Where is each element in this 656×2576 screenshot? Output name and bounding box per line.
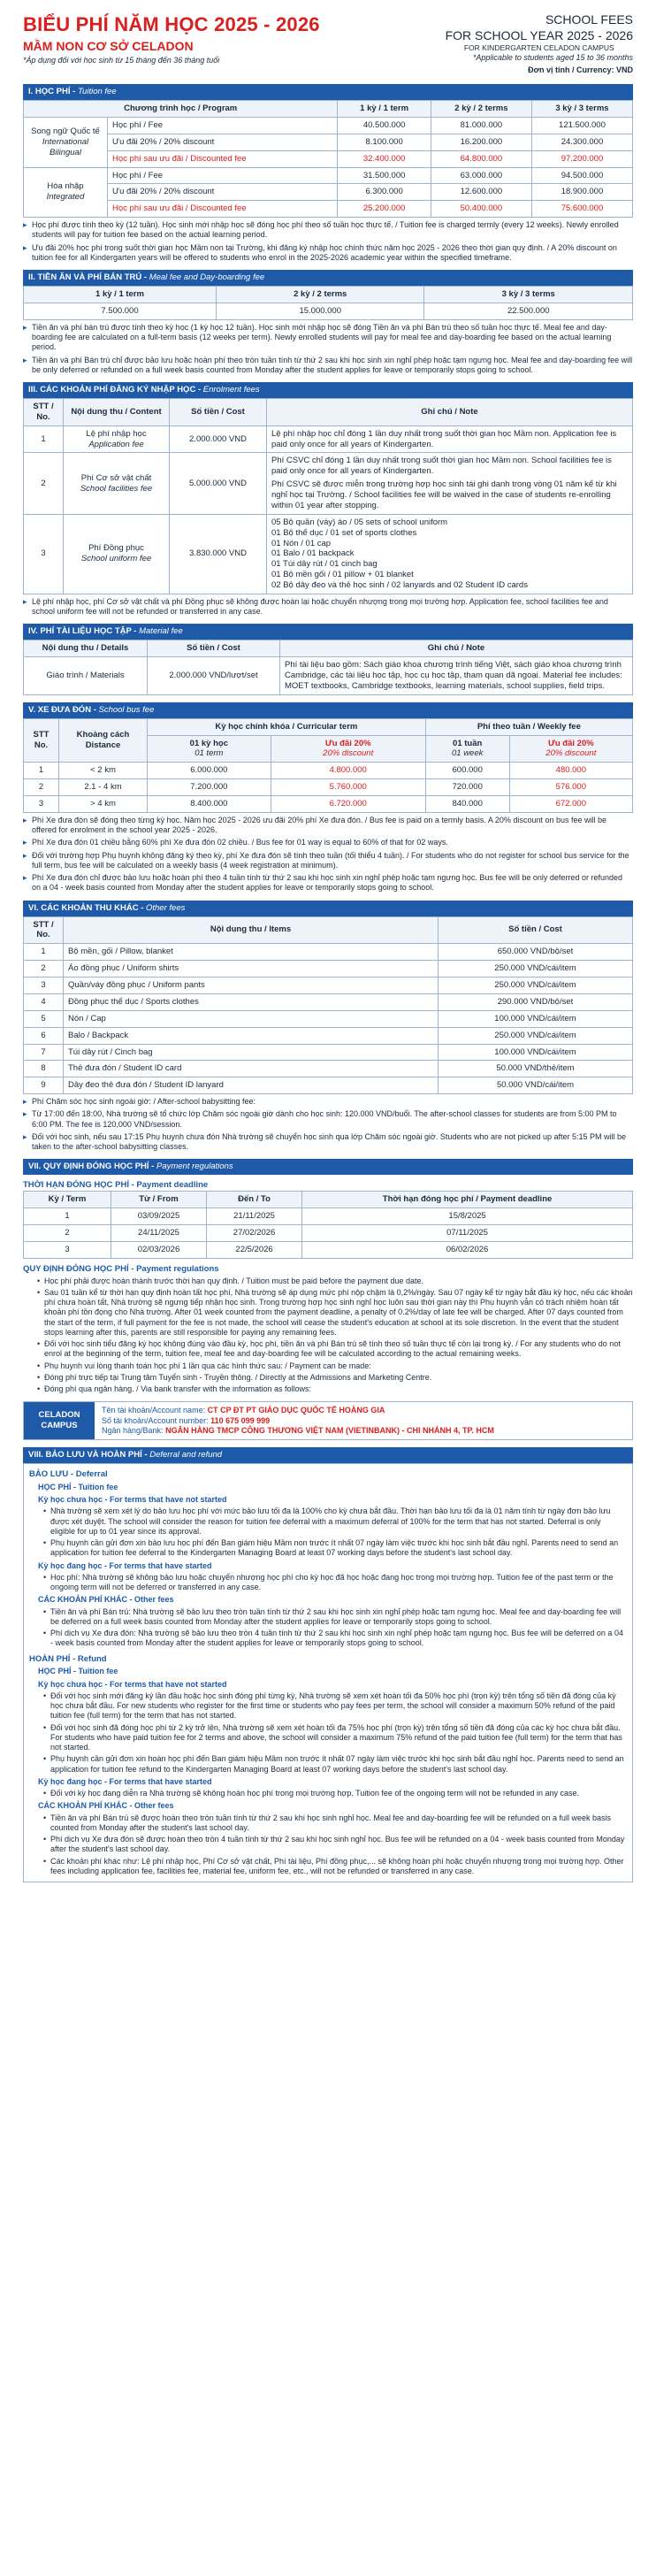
th: Khoảng cách Distance bbox=[59, 718, 148, 763]
cell bbox=[64, 453, 170, 514]
cell: 6 bbox=[24, 1027, 64, 1044]
th-text: 01 tuần bbox=[453, 738, 483, 748]
section-title-en: School bus fee bbox=[98, 704, 155, 715]
row-label: Học phí / Fee bbox=[108, 117, 338, 134]
section-title: III. CÁC KHOẢN PHÍ ĐĂNG KÝ NHẬP HỌC - bbox=[28, 385, 203, 395]
cell: 5.000.000 VND bbox=[170, 453, 267, 514]
row-label: Học phí / Fee bbox=[108, 167, 338, 184]
note: ▸ Lệ phí nhập học, phí Cơ sở vật chất và phí Đồng phục sẽ không được hoàn lại hoặc chuyển nhượng trong mọi trường hợp. Application fee, school facilities fee and school uniform fee will not be refunded or transferred in any case. bbox=[23, 597, 633, 617]
section-material-header bbox=[23, 624, 633, 640]
note-line: Lệ phí nhập học chỉ đóng 1 lần duy nhất trong suốt thời gian học Mầm non. Application fee is paid only once for all years of Kindergarten. bbox=[271, 428, 617, 449]
cell: 12.600.000 bbox=[431, 184, 531, 201]
account-name: CT CP ĐT PT GIÁO DỤC QUỐC TẾ HOÀNG GIA bbox=[207, 1406, 385, 1415]
cell: 50.400.000 bbox=[431, 201, 531, 218]
regulation-item: • Sau 01 tuần kể từ thời hạn quy định hoàn tất học phí, Nhà trường sẽ áp dụng mức phí nộp chậm là 0,2%/ngày. Sau 07 ngày kể từ ngày bắt đầu kỳ học, nếu các khoản phí chưa hoàn tất, Nhà trường sẽ ngưng tiếp nhận học sinh. Trong trường hợp học sinh nghỉ học luôn sau thời gian này thì Phụ huynh vẫn có trách nhiệm hoàn tất khoản phí tồn đọng cho Nhà trường. After 01 week counted from the payment deadline, a penalty of 0.2%/day of late fee will be charged. After 07 days counted from the start of the term, if full payment for the fee is not made, the school will cease the student's education at school at its sole discretion. In the event that the student stops learning after this, parents are still responsible for paying any remaining fees. bbox=[37, 1288, 633, 1338]
header-right bbox=[446, 12, 633, 75]
cell: 1 bbox=[24, 426, 64, 453]
program-name: Hòa nhập bbox=[47, 181, 84, 192]
subheading: Kỳ học chưa học - For terms that have not started bbox=[38, 1679, 227, 1689]
program-name-en: International Bilingual bbox=[42, 136, 89, 157]
note: ▸ Từ 17:00 đến 18:00, Nhà trường sẽ tổ chức lớp Chăm sóc ngoài giờ dành cho học sinh: 120.000 VND/buổi. The after-school classes for students are from 5:00 PM to 6:00 PM. The fee is 120,000 VND/session. bbox=[23, 1109, 633, 1130]
subheading: Kỳ học đang học - For terms that have started bbox=[38, 1776, 212, 1786]
regulation-item: • Học phí phải được hoàn thành trước thời hạn quy định. / Tuition must be paid before the payment due date. bbox=[37, 1276, 633, 1286]
cell: 6.000.000 bbox=[148, 763, 271, 779]
cell: 2 bbox=[24, 1224, 111, 1241]
cell: 3 bbox=[24, 978, 64, 994]
policy-item: • Phí dịch vụ Xe đưa đón sẽ được hoàn theo tròn 4 tuần tính từ thứ 2 sau khi học sinh nghỉ học. Bus fee will be refunded on a 04 - week basis counted from Monday after the student's last school day. bbox=[43, 1835, 627, 1855]
th: Kỳ học chính khóa / Curricular term bbox=[148, 718, 426, 735]
cell: 3.830.000 VND bbox=[170, 514, 267, 594]
page-title: BIỂU PHÍ NĂM HỌC 2025 - 2026 bbox=[23, 13, 320, 35]
note-line: Phí CSVC sẽ được miễn trong trường hợp học sinh tái ghi danh trong vòng 01 năm kể từ khi nghỉ học tại Trường. / School facilities fee will be waived in the case of students re-enrolling within 01 year after stopping. bbox=[271, 479, 617, 510]
section-title-en: Meal fee and Day-boarding fee bbox=[149, 272, 265, 283]
regulation-item: • Đóng phí trực tiếp tại Trung tâm Tuyển sinh - Truyền thông. / Directly at the Admissions and Marketing Centre. bbox=[37, 1373, 633, 1383]
note-line: 01 Bộ thể dục / 01 set of sports clothes bbox=[271, 527, 417, 538]
policy-item: • Tiền ăn và phí Bán trú sẽ được hoàn theo tròn tuần tính từ thứ 2 sau khi học sinh nghỉ học. Meal fee and day-boarding fee will be refunded on a full week basis counted from Monday after the student's last school day. bbox=[43, 1813, 627, 1834]
bank-line-label: Ngân hàng/Bank: bbox=[102, 1425, 164, 1435]
policy-item: • Đối với kỳ học đang diễn ra Nhà trường sẽ không hoàn học phí trong mọi trường hợp. Tuition fee of the ongoing term will not be refunded in any case. bbox=[43, 1789, 627, 1798]
cell: 7 bbox=[24, 1044, 64, 1061]
section-title: I. HỌC PHÍ - bbox=[28, 87, 78, 97]
deadline-subtitle: THỜI HẠN ĐÓNG HỌC PHÍ - Payment deadline bbox=[23, 1180, 209, 1191]
header-left bbox=[23, 12, 320, 65]
th: Đến / To bbox=[207, 1192, 302, 1208]
cell: 5 bbox=[24, 1010, 64, 1027]
cell: 8.400.000 bbox=[148, 796, 271, 813]
meal-table bbox=[23, 286, 633, 320]
th: Số tiền / Cost bbox=[439, 916, 633, 944]
cell: 25.200.000 bbox=[338, 201, 431, 218]
th: Số tiền / Cost bbox=[148, 640, 280, 657]
currency-label: Đơn vị tính / Currency: VND bbox=[528, 65, 633, 74]
cell: 8 bbox=[24, 1061, 64, 1077]
note-cell bbox=[267, 453, 633, 514]
deferral-refund-box bbox=[23, 1463, 633, 1882]
th: STT / No. bbox=[24, 398, 64, 426]
cell: Giáo trình / Materials bbox=[24, 657, 148, 695]
cell: 600.000 bbox=[425, 763, 509, 779]
note-cell bbox=[267, 514, 633, 594]
program-name-en: Integrated bbox=[46, 192, 85, 203]
cell: 100.000 VND/cái/item bbox=[439, 1010, 633, 1027]
program-cell bbox=[24, 167, 108, 218]
other-fees-table bbox=[23, 916, 633, 1095]
cell: 7.500.000 bbox=[24, 303, 217, 319]
regulation-item: • Phụ huynh vui lòng thanh toán học phí 1 lần qua các hình thức sau: / Payment can be made: bbox=[37, 1361, 633, 1371]
th-text-en: 01 term bbox=[195, 748, 224, 759]
th-text: Ưu đãi 20% bbox=[324, 738, 371, 748]
cell: 97.200.000 bbox=[531, 150, 632, 167]
cell: 290.000 VND/bộ/set bbox=[439, 993, 633, 1010]
cell: 94.500.000 bbox=[531, 167, 632, 184]
th: Ghi chú / Note bbox=[280, 640, 633, 657]
th: Nội dung thu / Details bbox=[24, 640, 148, 657]
th bbox=[271, 735, 425, 763]
section-title: II. TIỀN ĂN VÀ PHÍ BÁN TRÚ - bbox=[28, 272, 149, 283]
cell: 480.000 bbox=[509, 763, 632, 779]
th: STT No. bbox=[24, 718, 59, 763]
program-name: Song ngữ Quốc tế bbox=[31, 126, 100, 136]
section-title: IV. PHÍ TÀI LIỆU HỌC TẬP - bbox=[28, 626, 140, 637]
th-term2: 2 kỳ / 2 terms bbox=[431, 101, 531, 118]
section-title-en: Deferral and refund bbox=[149, 1450, 223, 1460]
regulation-item: • Đối với học sinh tiểu đăng ký học không đúng vào đầu kỳ, học phí, tiền ăn và phí Bán trú sẽ tính theo số tuần thực tế còn lại trong kỳ. / For any students who do not enrol at the beginning of the term, tuition fee, meal fee and day-boarding fee will be calculated according to the actual remaining weeks. bbox=[37, 1339, 633, 1360]
bank-name: NGÂN HÀNG TMCP CÔNG THƯƠNG VIỆT NAM (VIETINBANK) - CHI NHÁNH 4, TP. HCM bbox=[165, 1425, 494, 1435]
cell: > 4 km bbox=[59, 796, 148, 813]
bank-line bbox=[102, 1426, 494, 1436]
note-cell bbox=[267, 426, 633, 453]
section-title-en: Material fee bbox=[139, 626, 183, 637]
row-label: Học phí sau ưu đãi / Discounted fee bbox=[108, 201, 338, 218]
cell: 02/03/2026 bbox=[111, 1241, 206, 1258]
policy-item: • Đối với học sinh đã đóng học phí từ 2 kỳ trở lên, Nhà trường sẽ xem xét hoàn tối đa 75% học phí (trọn kỳ) trên tổng số tiền đã đóng của các kỳ học chưa bắt đầu. For students who have paid tuition fee for 2 terms and above, the school will consider a maximum 75% refund of the paid tuition fee (full term) for the term that has not started. bbox=[43, 1723, 627, 1753]
cell: Bộ mền, gối / Pillow, blanket bbox=[64, 944, 439, 961]
program-cell bbox=[24, 117, 108, 167]
en-campus: FOR KINDERGARTEN CELADON CAMPUS bbox=[463, 43, 614, 52]
policy-item: • Phụ huynh cần gửi đơn xin hoàn học phí đến Ban giám hiệu Mầm non trước ít nhất 07 ngày làm việc trước khi học sinh bắt đầu nghỉ học. Parents need to send an application for tuition fee refund to the Kindergarten Managing Board at least 07 working days before the student's last school day. bbox=[43, 1754, 627, 1775]
th: STT / No. bbox=[24, 916, 64, 944]
cell: 2.000.000 VND bbox=[170, 426, 267, 453]
th: Từ / From bbox=[111, 1192, 206, 1208]
cell: 650.000 VND/bộ/set bbox=[439, 944, 633, 961]
deferral-title: BẢO LƯU - Deferral bbox=[29, 1468, 108, 1479]
material-table bbox=[23, 640, 633, 695]
bank-line bbox=[102, 1416, 494, 1426]
section-title: VI. CÁC KHOẢN THU KHÁC - bbox=[28, 902, 146, 913]
en-title: SCHOOL FEES bbox=[545, 12, 633, 27]
applicable-note: *Áp dụng đối với học sinh từ 15 tháng đến 36 tháng tuổi bbox=[23, 56, 220, 65]
content-en: School facilities fee bbox=[80, 483, 153, 494]
th: 2 kỳ / 2 terms bbox=[216, 287, 424, 303]
cell: Đồng phục thể dục / Sports clothes bbox=[64, 993, 439, 1010]
subheading: Kỳ học đang học - For terms that have started bbox=[38, 1560, 212, 1570]
cell: 121.500.000 bbox=[531, 117, 632, 134]
section-title-en: Payment regulations bbox=[156, 1162, 233, 1172]
note: ▸ Đối với học sinh, nếu sau 17:15 Phụ huynh chưa đón Nhà trường sẽ chuyển học sinh qua lớp Chăm sóc ngoài giờ. Students who are not picked up after 5:15 PM will be taken to the after-school babysitting classes. bbox=[23, 1132, 633, 1153]
note: ▸ Phí Xe đưa đón chỉ được bảo lưu hoặc hoàn phí theo 4 tuần tính từ thứ 2 sau khi học sinh xin nghỉ phép hoặc tạm ngưng học. Bus fee will be only deferred or refunded on a 04 - week basis counted from Monday after the student applies for leave or temporarily stops going to school. bbox=[23, 873, 633, 893]
row-label: Học phí sau ưu đãi / Discounted fee bbox=[108, 150, 338, 167]
cell: 15/8/2025 bbox=[302, 1208, 633, 1225]
section-title: VIII. BẢO LƯU VÀ HOÀN PHÍ - bbox=[28, 1450, 150, 1460]
subheading: HỌC PHÍ - Tuition fee bbox=[38, 1482, 118, 1491]
subheading: HỌC PHÍ - Tuition fee bbox=[38, 1667, 118, 1676]
cell: 40.500.000 bbox=[338, 117, 431, 134]
note: ▸ Ưu đãi 20% học phí trong suốt thời gian học Mầm non tại Trường, khi đăng ký nhập học chính thức năm học 2025 - 2026 theo thời gian quy định. / A 20% discount on tuition fee for all Kindergarten years will be offered to students who enrol in the 2025-2026 academic year within the specified timeframe. bbox=[23, 243, 633, 264]
bus-table bbox=[23, 718, 633, 813]
th: Số tiền / Cost bbox=[170, 398, 267, 426]
cell: 32.400.000 bbox=[338, 150, 431, 167]
th bbox=[425, 735, 509, 763]
cell: 250.000 VND/cái/item bbox=[439, 978, 633, 994]
tuition-table bbox=[23, 100, 633, 218]
note: ▸ Đối với trường hợp Phụ huynh không đăng ký theo kỳ, phí Xe đưa đón sẽ tính theo tuần (tối thiểu 4 tuần). / For students who do not register for school bus service for the full term, bus fee will be calculated on a weekly basis (4 week registration at minimum). bbox=[23, 851, 633, 871]
content-en: Application fee bbox=[88, 439, 144, 449]
cell: Áo đồng phục / Uniform shirts bbox=[64, 961, 439, 978]
cell: 16.200.000 bbox=[431, 134, 531, 150]
cell: Phí tài liệu bao gồm: Sách giáo khoa chương trình tiếng Việt, sách giáo khoa chương trình Cambridge, các tài liệu học tập, học cụ học tập, tham quan dã ngoại. Material fee includes: MOET textbooks, Cambridge textbooks, learning materials, school supplies, field trips. bbox=[280, 657, 633, 695]
section-title-en: Enrolment fees bbox=[202, 385, 260, 395]
section-enrolment-header bbox=[23, 382, 633, 398]
cell: 672.000 bbox=[509, 796, 632, 813]
cell: 4 bbox=[24, 993, 64, 1010]
regulations-subtitle: QUY ĐỊNH ĐÓNG HỌC PHÍ - Payment regulations bbox=[23, 1263, 219, 1274]
cell: 21/11/2025 bbox=[207, 1208, 302, 1225]
note-line: 02 Bộ dây đeo và thẻ học sinh / 02 lanyards and 02 Student ID cards bbox=[271, 580, 528, 590]
subheading: Kỳ học chưa học - For terms that have not started bbox=[38, 1495, 227, 1504]
cell: < 2 km bbox=[59, 763, 148, 779]
cell: 720.000 bbox=[425, 779, 509, 796]
cell: 18.900.000 bbox=[531, 184, 632, 201]
cell: 15.000.000 bbox=[216, 303, 424, 319]
bank-info bbox=[23, 1401, 633, 1440]
th: Phí theo tuần / Weekly fee bbox=[425, 718, 632, 735]
cell: 24.300.000 bbox=[531, 134, 632, 150]
cell: 6.300.000 bbox=[338, 184, 431, 201]
cell bbox=[64, 426, 170, 453]
section-other-header bbox=[23, 901, 633, 916]
content: Phí Cơ sở vật chất bbox=[80, 472, 152, 483]
th bbox=[148, 735, 271, 763]
th: Kỳ / Term bbox=[24, 1192, 111, 1208]
cell: 3 bbox=[24, 796, 59, 813]
cell: 1 bbox=[24, 763, 59, 779]
policy-item: • Tiền ăn và phí Bán trú: Nhà trường sẽ bảo lưu theo tròn tuần tính từ thứ 2 sau khi học sinh xin nghỉ phép hoặc tạm ngưng học. Meal fee and day-boarding fee will be deferred on a full week basis counted from Monday after the student applies for leave or temporarily stops going to school. bbox=[43, 1607, 627, 1628]
cell: 1 bbox=[24, 1208, 111, 1225]
row-label: Ưu đãi 20% / 20% discount bbox=[108, 184, 338, 201]
note-line: 01 Nón / 01 cap bbox=[271, 538, 332, 548]
note-line: 01 Túi dây rút / 01 cinch bag bbox=[271, 559, 378, 570]
cell bbox=[64, 514, 170, 594]
en-applicable: *Applicable to students aged 15 to 36 months bbox=[472, 52, 633, 62]
note: ▸ Phí Xe đưa đón 01 chiều bằng 60% phí Xe đưa đón 02 chiều. / Bus fee for 01 way is equal to 60% of that for 02 ways. bbox=[23, 838, 633, 847]
cell: Quần/váy đồng phục / Uniform pants bbox=[64, 978, 439, 994]
cell: 7.200.000 bbox=[148, 779, 271, 796]
section-title: VII. QUY ĐỊNH ĐÓNG HỌC PHÍ - bbox=[28, 1162, 156, 1172]
note: ▸ Tiền ăn và phí bán trú được tính theo kỳ học (1 kỳ học 12 tuần). Học sinh mới nhập học sẽ đóng Tiền ăn và phí Bán trú theo số tuần học thực tế. Meal fee and day-boarding fee are calculated on a full-term basis (12 weeks per term). Newly enrolled students will pay for meal fee and day-boarding fee based on the actual learning period. bbox=[23, 323, 633, 353]
th-text-en: 01 week bbox=[451, 748, 484, 759]
content-en: School uniform fee bbox=[80, 554, 152, 564]
section-tuition-header bbox=[23, 84, 633, 100]
note: ▸ Phí Chăm sóc học sinh ngoài giờ: / After-school babysitting fee: bbox=[23, 1097, 633, 1107]
th-term3: 3 kỳ / 3 terms bbox=[531, 101, 632, 118]
section-payment-header bbox=[23, 1159, 633, 1175]
cell: Dây đeo thẻ đưa đón / Student ID lanyard bbox=[64, 1077, 439, 1094]
policy-item: • Học phí: Nhà trường sẽ không bảo lưu hoặc chuyển nhượng học phí cho kỳ học đã học hoặc đang học trong mọi trường hợp. Tuition fee of the past term or the ongoing term will not be deferred or transferred in any case. bbox=[43, 1573, 627, 1593]
note: ▸ Học phí được tính theo kỳ (12 tuần). Học sinh mới nhập học sẽ đóng học phí theo số tuần học thực tế. / Tuition fee is charged termly (every 12 weeks). Newly enrolled students will pay for tuition fee based on the actual learning period. bbox=[23, 220, 633, 241]
cell: 840.000 bbox=[425, 796, 509, 813]
cell: Balo / Backpack bbox=[64, 1027, 439, 1044]
section-meal-header bbox=[23, 270, 633, 286]
section-title-en: Tuition fee bbox=[77, 87, 117, 97]
th: 1 kỳ / 1 term bbox=[24, 287, 217, 303]
enrolment-table bbox=[23, 398, 633, 594]
policy-item: • Phụ huynh cần gửi đơn xin bảo lưu học phí đến Ban giám hiệu Mầm non trước ít nhất 07 ngày làm việc trước khi học sinh bắt đầu nghỉ. Parents need to send an application for tuition fee deferral to the Kindergarten Managing Board at least 07 working days before the student's last school day. bbox=[43, 1538, 627, 1559]
th-text: 01 kỳ học bbox=[189, 738, 228, 748]
note: ▸ Phí Xe đưa đón sẽ đóng theo từng kỳ học. Năm học 2025 - 2026 ưu đãi 20% phí Xe đưa đón. / Bus fee is paid on a termly basis. A 20% discount on bus fee will be offered for enrolment in the school year 2025 - 2026. bbox=[23, 816, 633, 836]
bank-line bbox=[102, 1406, 494, 1415]
cell: 50.000 VND/cái/item bbox=[439, 1077, 633, 1094]
subheading: CÁC KHOẢN PHÍ KHÁC - Other fees bbox=[38, 1801, 174, 1811]
policy-item: • Phí dịch vụ Xe đưa đón: Nhà trường sẽ bảo lưu theo tròn 4 tuần tính từ thứ 2 sau khi học sinh xin nghỉ phép hoặc tạm ngưng học. Bus fee will be deferred on a 04 - week basis counted from Monday after the student applies for leave or temporarily stops going to school. bbox=[43, 1629, 627, 1649]
cell: 9 bbox=[24, 1077, 64, 1094]
cell: Túi dây rút / Cinch bag bbox=[64, 1044, 439, 1061]
content: Phí Đồng phục bbox=[88, 543, 144, 554]
cell: 1 bbox=[24, 944, 64, 961]
th-term1: 1 kỳ / 1 term bbox=[338, 101, 431, 118]
cell: 22.500.000 bbox=[424, 303, 633, 319]
cell: 64.800.000 bbox=[431, 150, 531, 167]
campus-name: MẦM NON CƠ SỞ CELADON bbox=[23, 38, 194, 53]
cell: 24/11/2025 bbox=[111, 1224, 206, 1241]
cell: 27/02/2026 bbox=[207, 1224, 302, 1241]
note-line: Phí CSVC chỉ đóng 1 lần duy nhất trong suốt thời gian học Mầm non. School facilities fee is paid only once for all years of Kindergarten. bbox=[271, 456, 612, 477]
th: 3 kỳ / 3 terms bbox=[424, 287, 633, 303]
cell: 75.600.000 bbox=[531, 201, 632, 218]
document-header bbox=[23, 12, 633, 75]
section-deferral-header bbox=[23, 1447, 633, 1463]
section-title: V. XE ĐƯA ĐÓN - bbox=[28, 704, 99, 715]
cell: Nón / Cap bbox=[64, 1010, 439, 1027]
cell: 63.000.000 bbox=[431, 167, 531, 184]
cell: 81.000.000 bbox=[431, 117, 531, 134]
th: Ghi chú / Note bbox=[267, 398, 633, 426]
cell: 03/09/2025 bbox=[111, 1208, 206, 1225]
regulation-item: • Đóng phí qua ngân hàng. / Via bank transfer with the information as follows: bbox=[37, 1384, 633, 1394]
note-line: 01 Bộ mền gối / 01 pillow + 01 blanket bbox=[271, 570, 414, 580]
content: Lệ phí nhập học bbox=[86, 428, 147, 439]
bank-details bbox=[95, 1402, 501, 1439]
cell: 2.000.000 VND/lượt/set bbox=[148, 657, 280, 695]
cell: 2 bbox=[24, 453, 64, 514]
note-line: 01 Balo / 01 backpack bbox=[271, 548, 355, 559]
row-label: Ưu đãi 20% / 20% discount bbox=[108, 134, 338, 150]
th-program: Chương trình học / Program bbox=[24, 101, 338, 118]
policy-item: • Nhà trường sẽ xem xét lý do bảo lưu học phí với mức bảo lưu tối đa là 100% cho kỳ chưa bắt đầu. Thời hạn bảo lưu tối đa là 01 năm tính từ ngày đơn bảo lưu được xét duyệt. The school will consider the reason for tuition fee deferral with a maximum deferral of 100% for the term that has not started. Deferral is only eligible for up to 01 year since its approval. bbox=[43, 1506, 627, 1537]
cell: 100.000 VND/cái/item bbox=[439, 1044, 633, 1061]
cell: 50.000 VND/thẻ/item bbox=[439, 1061, 633, 1077]
bank-line-label: Tên tài khoản/Account name: bbox=[102, 1406, 206, 1415]
cell: 4.800.000 bbox=[271, 763, 425, 779]
th: Thời hạn đóng học phí / Payment deadline bbox=[302, 1192, 633, 1208]
deadline-table bbox=[23, 1191, 633, 1259]
cell: 3 bbox=[24, 1241, 111, 1258]
cell: 22/5/2026 bbox=[207, 1241, 302, 1258]
th: Nội dung thu / Items bbox=[64, 916, 439, 944]
th-text-en: 20% discount bbox=[545, 748, 597, 759]
cell: 07/11/2025 bbox=[302, 1224, 633, 1241]
cell: 8.100.000 bbox=[338, 134, 431, 150]
cell: 250.000 VND/cái/item bbox=[439, 961, 633, 978]
refund-title: HOÀN PHÍ - Refund bbox=[29, 1653, 107, 1664]
th-text: Ưu đãi 20% bbox=[547, 738, 594, 748]
th bbox=[509, 735, 632, 763]
en-title-year: FOR SCHOOL YEAR 2025 - 2026 bbox=[445, 27, 633, 42]
policy-item: • Đối với học sinh mới đăng ký lần đầu hoặc học sinh đóng phí từng kỳ, Nhà trường sẽ xem xét hoàn tối đa 50% học phí (trọn kỳ) trên tổng số tiền đã đóng của kỳ học chưa bắt đầu. For new students who register for the first time or students who pay fees per term, the school will consider a maximum 50% refund of the paid tuition fee (full term) for the term that has not started. bbox=[43, 1691, 627, 1721]
bank-line-label: Số tài khoản/Account number: bbox=[102, 1415, 209, 1425]
cell: 31.500.000 bbox=[338, 167, 431, 184]
cell: 2 bbox=[24, 961, 64, 978]
account-number: 110 675 099 999 bbox=[210, 1415, 271, 1425]
policy-item: • Các khoản phí khác như: Lệ phí nhập học, Phí Cơ sở vật chất, Phí tài liệu, Phí đồng phục,... sẽ không hoàn phí hoặc chuyển nhượng trong mọi trường hợp. Other fees including application fee, facilities fee, material fee, uniform fee, etc., will not be refunded or transferred in any case. bbox=[43, 1857, 627, 1877]
cell: 3 bbox=[24, 514, 64, 594]
cell: 2.1 - 4 km bbox=[59, 779, 148, 796]
th: Nội dung thu / Content bbox=[64, 398, 170, 426]
note: ▸ Tiền ăn và phí Bán trú chỉ được bảo lưu hoặc hoàn phí theo tròn tuần tính từ thứ 2 sau khi học sinh xin nghỉ phép hoặc tạm ngưng học. Meal fee and day-boarding fee will be only deferred or refunded on a full week basis counted from Monday after the student applies for leave or temporarily stops going to school. bbox=[23, 356, 633, 376]
bank-campus-label: CELADON CAMPUS bbox=[24, 1402, 95, 1439]
cell: 576.000 bbox=[509, 779, 632, 796]
subheading: CÁC KHOẢN PHÍ KHÁC - Other fees bbox=[38, 1595, 174, 1605]
note-line: 05 Bộ quần (váy) áo / 05 sets of school uniform bbox=[271, 517, 448, 527]
cell: 2 bbox=[24, 779, 59, 796]
cell: 6.720.000 bbox=[271, 796, 425, 813]
cell: 250.000 VND/cái/item bbox=[439, 1027, 633, 1044]
cell: 5.760.000 bbox=[271, 779, 425, 796]
th-text-en: 20% discount bbox=[323, 748, 374, 759]
section-bus-header bbox=[23, 702, 633, 718]
cell: 06/02/2026 bbox=[302, 1241, 633, 1258]
cell: Thẻ đưa đón / Student ID card bbox=[64, 1061, 439, 1077]
section-title-en: Other fees bbox=[146, 902, 186, 913]
